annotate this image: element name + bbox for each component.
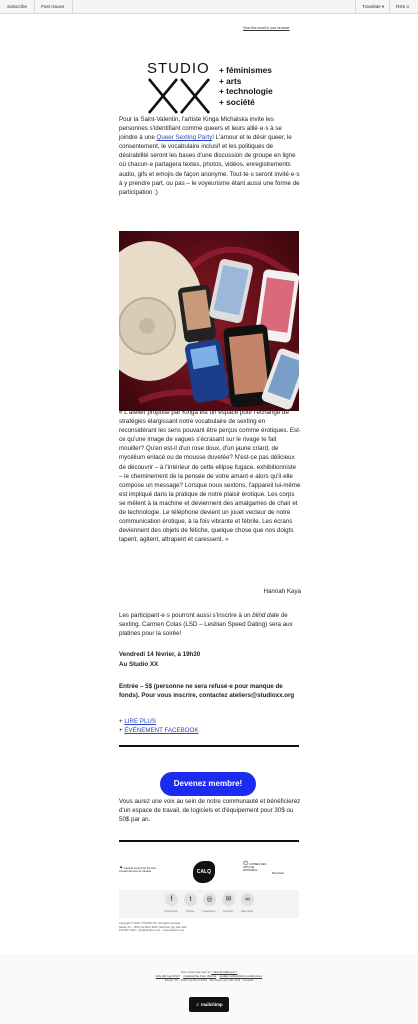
- social-label-website: Site Web: [240, 909, 254, 913]
- logo-studio-text: STUDIO: [147, 60, 210, 77]
- divider: [119, 840, 299, 842]
- intro-text-2: ! L'amour et le désir queer, le consentement, le vocabulaire inclusif et les politiques de désirabilité seront les bases d'une discussion de groupe en ligne où chacun·e partagera textes, photos, vidéos, enregistrements audio, gifs et emojis de façon anonyme. Tout·te·s seront invité·e·s à y prendre part, ou pas – le voyeurisme étant aussi une forme de participation ;): [119, 134, 300, 196]
- read-more-line: + LIRE PLUS: [119, 718, 156, 725]
- logo-xx-mark: [147, 77, 211, 115]
- social-label-instagram: Instagram: [202, 909, 216, 913]
- social-label-twitter: Twitter: [185, 909, 195, 913]
- rss-link[interactable]: [390, 0, 415, 13]
- facebook-event-link[interactable]: ÉVÉNEMENT FACEBOOK: [124, 727, 199, 734]
- montreal-logo: [272, 871, 284, 875]
- divider: [119, 745, 299, 747]
- tag-technologie: + technologie: [219, 86, 273, 96]
- translate-dropdown[interactable]: [356, 0, 390, 13]
- archive-toolbar: [0, 0, 418, 14]
- address-line: Studio XX – 4001 rue Berri #201, Montréal, QC H2L 4H2: [119, 925, 187, 929]
- event-date: Vendredi 14 février, à 19h30: [119, 651, 201, 658]
- contact-line: 514 845 7934 – info@studioxx.org – www.studioxx.org: [119, 929, 184, 933]
- email-icon[interactable]: ✉: [222, 893, 235, 906]
- become-member-button[interactable]: Devenez membre!: [160, 772, 256, 796]
- blind-date-paragraph: [119, 611, 301, 638]
- unsubscribe-link[interactable]: unsubscribe from this list: [183, 974, 217, 979]
- maple-leaf-icon: ✦: [119, 865, 124, 871]
- why-link[interactable]: why did I get this?: [155, 974, 180, 979]
- montreal-mark-icon: ⌬: [243, 861, 249, 867]
- queer-sexting-party-link[interactable]: Queer Sexting Party: [156, 134, 213, 142]
- twitter-icon[interactable]: t: [184, 893, 197, 906]
- calq-text: CALQ: [196, 869, 212, 875]
- facebook-event-line: + ÉVÉNEMENT FACEBOOK: [119, 727, 199, 734]
- facebook-icon[interactable]: f: [165, 893, 178, 906]
- view-in-browser-link[interactable]: View this email in your browser: [243, 26, 290, 30]
- social-links-bar: [119, 890, 299, 918]
- update-preferences-link[interactable]: update subscription preferences: [219, 974, 263, 979]
- montreal-arts-text: CONSEIL DES ARTS DE MONTRÉAL: [243, 863, 267, 873]
- intro-paragraph: [119, 115, 301, 197]
- instagram-icon[interactable]: ◎: [203, 893, 216, 906]
- quote-author: Hannah Kaya: [263, 588, 301, 595]
- read-more-link[interactable]: LIRE PLUS: [124, 718, 156, 725]
- sent-to-text: This email was sent to: [180, 970, 212, 974]
- mailchimp-text: mailchimp: [201, 1002, 223, 1007]
- logo-tagline: [219, 65, 273, 107]
- mailchimp-icon: ☺: [195, 1002, 200, 1007]
- subscribe-link[interactable]: Subscribe: [7, 4, 28, 9]
- rss-label: RSS: [396, 4, 406, 9]
- canada-council-text: Canada Council for the Arts: [123, 867, 156, 870]
- past-issues-link[interactable]: Past Issues: [41, 4, 65, 9]
- recipient-email-link[interactable]: <<Email Address>>: [211, 970, 238, 974]
- email-footer: [0, 970, 418, 983]
- tag-feminismes: + féminismes: [219, 65, 272, 75]
- divider: [72, 0, 73, 13]
- montreal-text: Montréal: [272, 871, 284, 875]
- tag-societe: + société: [219, 96, 255, 107]
- blind-date-italic: blind date: [252, 612, 280, 619]
- copyright-block: [119, 922, 249, 933]
- blind-text-1: Les participant·e·s pourront aussi s'inscrire à un: [119, 612, 253, 619]
- event-place: Au Studio XX: [119, 661, 159, 668]
- mailchimp-badge[interactable]: [189, 997, 229, 1012]
- studio-xx-logo: [147, 60, 287, 120]
- calq-logo: [193, 861, 215, 883]
- phones-illustration: [119, 231, 299, 411]
- montreal-arts-logo: [243, 863, 269, 873]
- email-body: [0, 14, 418, 954]
- link-icon[interactable]: ∞: [241, 893, 254, 906]
- partners-logos: [119, 859, 299, 887]
- intro-text-1: Pour la Saint-Valentin, l'artiste Kinga Michalska invite les personnes s'identifiant comme queers et leurs allié·e·s à se joindre à une: [119, 116, 282, 142]
- quote-paragraph: « L'atelier proposé par Kinga est un espace pour l'échange de stratégies élargissant notre vocabulaire de sexting en reconsidérant les sens pouvant être perçus comme érotiques. Est-ce qu'une image de vagues s'écrasant sur le rivage te fait mouiller? Qu'en est-il d'un rose doux, d'un jaune criard, de mycélium enlacé ou de mousse duvetée? N'est-ce pas délicieux de découvrir – à l'intérieur de cette ellipse fugace, exhibitionniste – le cheminement de la pensée de votre amant·e alors qu'il·elle compose un message? Lorsque nous sextons, l'appareil lui-même est impliqué dans la pratique de notre plaisir érotique. Les corps se mêlent à la machine et deviennent des amalgames de chair et de technologie. Le téléphone devient un jouet vecteur de notre communication érotique, à la fois vibrante et fébrile. Les écrans deviennent des objets de fétiche, quelque chose que nos doigts tapent, agitent, attrapent et caressent. »: [119, 409, 301, 544]
- event-entry: Entrée – 5$ (personne ne sera refusé·e pour manque de fonds). Pour vous inscrire, contactez ateliers@studioxx.org: [119, 683, 295, 700]
- event-photo: [119, 231, 299, 411]
- social-label-email: Courriel: [222, 909, 234, 913]
- canada-council-logo: [119, 867, 164, 873]
- copyright-line: Copyright © 2020 *STUDIO XX*, All rights reserved.: [119, 922, 181, 925]
- social-label-facebook: Facebook: [164, 909, 178, 913]
- tag-arts: + arts: [219, 75, 242, 86]
- rss-icon: ◙: [406, 4, 410, 9]
- translate-label: Translate: [362, 4, 381, 9]
- footer-address: Studio XX · 4001 rue Berri #201 · Montreal, QC H2L 4H2 · Canada: [164, 978, 254, 983]
- caret-down-icon: ▾: [381, 4, 385, 9]
- membership-text: Vous aurez une voix au sein de notre communauté et bénéficierez d'un espace de travail, de logiciels et d'équipement pour 30$ ou 50$ par an.: [119, 798, 301, 824]
- blind-text-2: de sexting. Carmen Colas (LSD – Lesbian Speed Dating) sera aux platines pour la soirée!: [119, 612, 293, 638]
- conseil-arts-text: Conseil des arts du Canada: [119, 870, 152, 874]
